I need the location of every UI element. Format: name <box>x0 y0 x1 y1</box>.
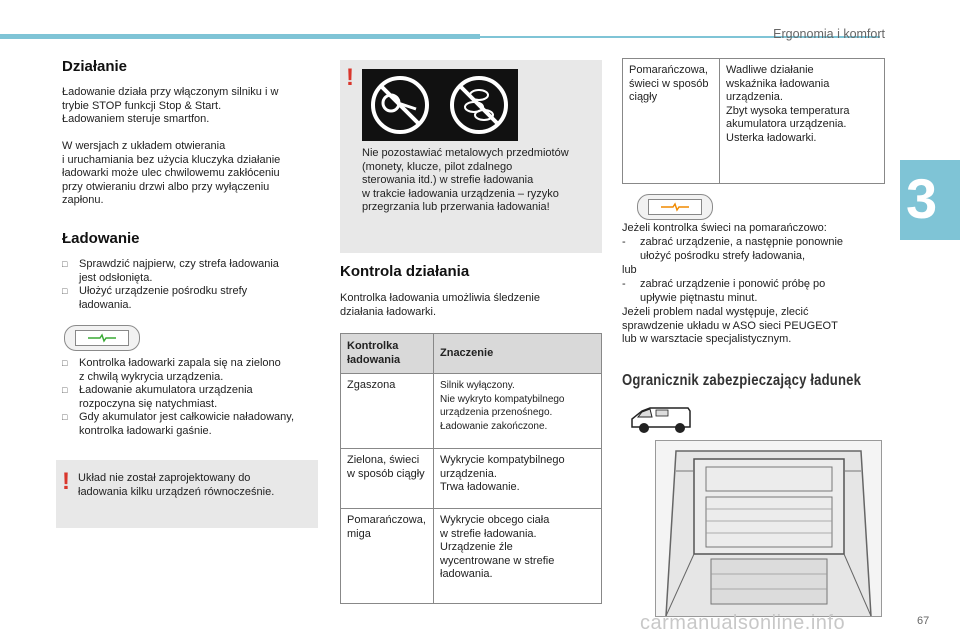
list-item: □ Gdy akumulator jest całkowicie naładowany, kontrolka ładowarki gaśnie. <box>62 411 332 438</box>
chapter-number: 3 <box>906 167 938 230</box>
header-bar <box>0 34 480 39</box>
table-cell-meaning: Wadliwe działanie wskaźnika ładowania urządzenia. Zbyt wysoka temperatura akumulatora urządzenia. Usterka ładowarki. <box>720 59 885 184</box>
table-cell-lamp: Pomarańczowa, miga <box>341 509 434 604</box>
list-item: □ Kontrolka ładowarki zapala się na zielono z chwilą wykrycia urządzenia. <box>62 357 332 384</box>
cargo-area-illustration <box>655 440 882 617</box>
paragraph-service: Jeżeli problem nadal występuje, zlecić sprawdzenie układu w ASO sieci PEUGEOT lub w warsztacie specjalistycznym. <box>622 306 838 345</box>
heading-kontrola: Kontrola działania <box>340 263 470 280</box>
warning-box-metal-objects <box>340 60 602 253</box>
van-icon <box>628 405 694 435</box>
warning-icon: ! <box>62 468 70 495</box>
heading-dzialanie: Działanie <box>62 58 128 75</box>
table-cell-meaning: Silnik wyłączony. Nie wykryto kompatybilnego urządzenia przenośnego. Ładowanie zakończone. <box>434 374 602 449</box>
paragraph-dzialanie-1: Ładowanie działa przy włączonym silniku i w trybie STOP funkcji Stop & Start. Ładowaniem steruje smartfon. <box>62 86 279 125</box>
table-header-lamp: Kontrolka ładowania <box>341 334 434 374</box>
lamp-behaviour-list <box>62 357 332 438</box>
table-row <box>341 449 602 509</box>
ladowanie-steps-list <box>62 258 332 312</box>
charging-lamp-indicator-orange <box>637 194 713 220</box>
page-number: 67 <box>917 615 930 627</box>
dash-marker: - <box>622 278 626 290</box>
table-cell-lamp: Zielona, świeci w sposób ciągły <box>341 449 434 509</box>
cargo-barrier-image <box>656 441 881 616</box>
list-item: □ Sprawdzić najpierw, czy strefa ładowania jest odsłonięta. <box>62 258 332 285</box>
warning-text: Układ nie został zaprojektowany do ładowania kilku urządzeń równocześnie. <box>78 472 275 498</box>
watermark: carmanualsonline.info <box>640 612 846 634</box>
no-metal-objects-icon <box>362 69 518 141</box>
heading-ladowanie: Ładowanie <box>62 230 140 247</box>
table-row <box>341 509 602 604</box>
charging-lamp-icon <box>75 330 129 346</box>
table-cell-meaning: Wykrycie kompatybilnego urządzenia. Trwa ładowanie. <box>434 449 602 509</box>
paragraph-orange-lamp: Jeżeli kontrolka świeci na pomarańczowo: <box>622 222 827 234</box>
indicator-table-continued <box>622 58 885 184</box>
charging-lamp-icon <box>648 199 702 215</box>
warning-icon: ! <box>346 64 354 91</box>
section-title: Ergonomia i komfort <box>773 27 885 41</box>
lightning-icon <box>84 333 120 343</box>
list-item: □ Ułożyć urządzenie pośrodku strefy ładowania. <box>62 285 332 312</box>
warning-box-multiple-devices <box>56 460 318 528</box>
dash-marker: - <box>622 236 626 248</box>
indicator-table <box>340 333 602 604</box>
or-text: lub <box>622 264 637 276</box>
table-cell-meaning: Wykrycie obcego ciała w strefie ładowania. Urządzenie źle wycentrowane w strefie ładowania. <box>434 509 602 604</box>
charging-lamp-indicator <box>64 325 140 351</box>
table-cell-lamp: Zgaszona <box>341 374 434 449</box>
lightning-icon <box>657 202 693 212</box>
warning-text: Nie pozostawiać metalowych przedmiotów (monety, klucze, pilot zdalnego sterowania itd.) w strefie ładowania w trakcie ładowania urządzenia – ryzyko przegrzania lub przerwania ładowania! <box>362 147 569 213</box>
table-row <box>623 59 885 184</box>
instruction-1: zabrać urządzenie, a następnie ponownie ułożyć pośrodku strefy ładowania, <box>640 236 844 262</box>
table-cell-lamp: Pomarańczowa, świeci w sposób ciągły <box>623 59 720 184</box>
prohibited-objects-pictogram <box>362 69 518 141</box>
heading-ogranicznik: Ogranicznik zabezpieczający ładunek <box>622 372 862 389</box>
instruction-2: zabrać urządzenie i ponowić próbę po upływie piętnastu minut. <box>640 278 826 304</box>
table-header-row <box>341 334 602 374</box>
paragraph-kontrola: Kontrolka ładowania umożliwia śledzenie działania ładowarki. <box>340 292 540 318</box>
table-header-meaning: Znaczenie <box>434 334 602 374</box>
list-item: □ Ładowanie akumulatora urządzenia rozpoczyna się natychmiast. <box>62 384 332 411</box>
paragraph-dzialanie-2: W wersjach z układem otwierania i uruchamiania bez użycia kluczyka działanie ładowarki może ulec chwilowemu zakłóceniu przy otwieraniu drzwi albo przy wyłączeniu zapłonu. <box>62 140 281 206</box>
table-row <box>341 374 602 449</box>
